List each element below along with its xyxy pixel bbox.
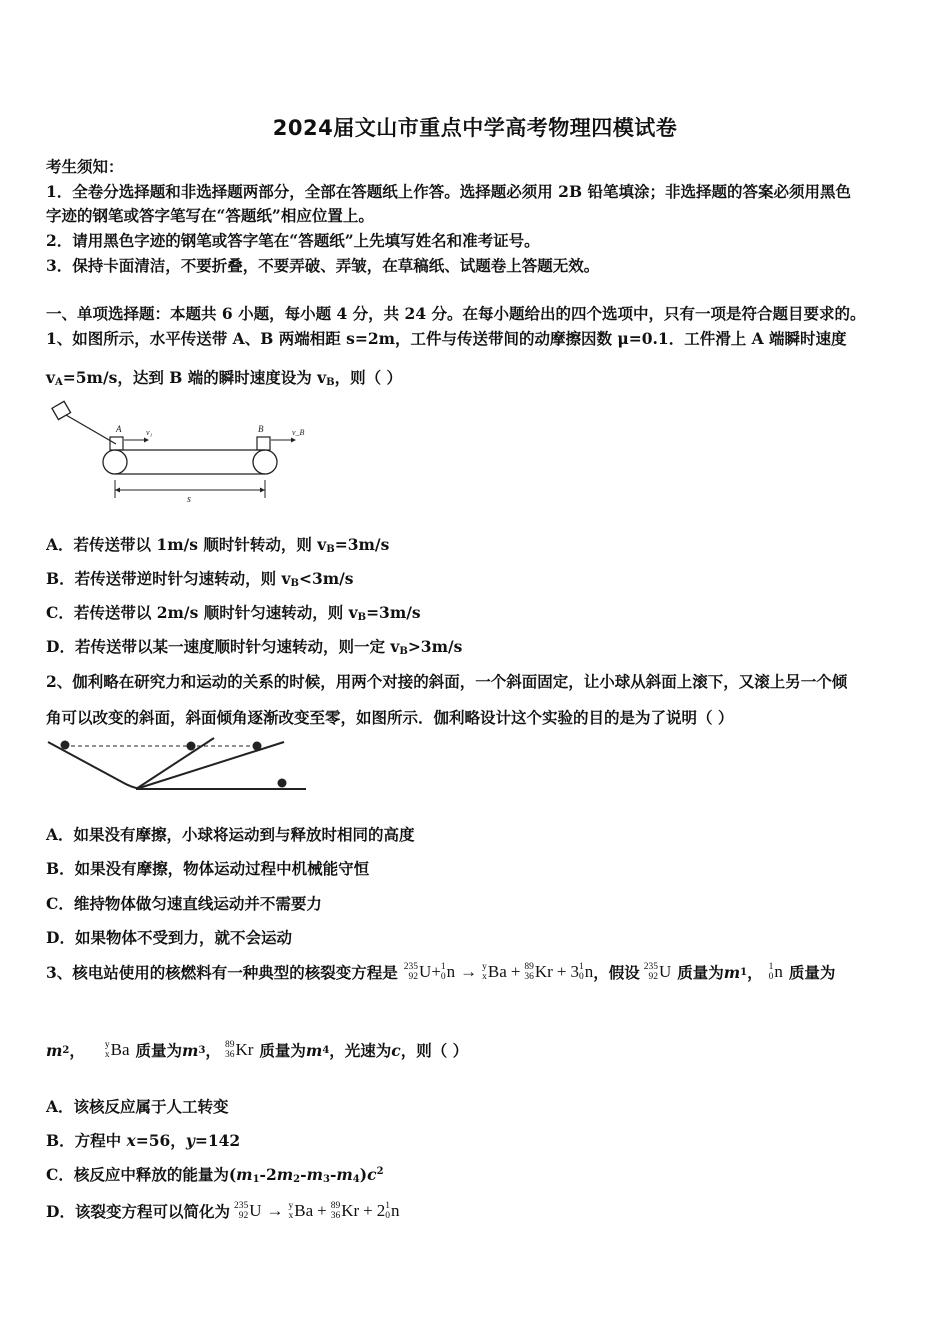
q3-option-b[interactable]: B．方程中 x=56，y=142 <box>46 1131 241 1150</box>
incoming-ramp <box>66 415 116 444</box>
incline-medium <box>136 742 284 789</box>
q2-option-c[interactable]: C．维持物体做匀速直线运动并不需要力 <box>46 894 322 913</box>
nuclide-u235-b: 235 92 U <box>643 962 672 982</box>
q3-stem-line2: m 2 ， y x Ba 质量为 m 3 ， 89 36 Kr 质量为 m 4 ，光速为 c ，则（ ） <box>46 1040 469 1060</box>
q2-option-d[interactable]: D．如果物体不受到力，就不会运动 <box>46 928 292 947</box>
q1-stem-line1: 1、如图所示，水平传送带 A、B 两端相距 s=2m，工件与传送带间的动摩擦因数 μ=0.1．工件滑上 A 端瞬时速度 <box>46 329 847 348</box>
q3-option-c[interactable]: C．核反应中释放的能量为$(m_1-2m_2-m_3-m_4)c^2$ <box>46 1165 384 1185</box>
q1-option-d[interactable]: D．若传送带以某一速度顺时针匀速转动，则一定 $v_B>3m/s$ <box>46 637 463 657</box>
notice-item-3: 3．保持卡面清洁，不要折叠，不要弄破、弄皱，在草稿纸、试题卷上答题无效。 <box>46 256 600 275</box>
q1-option-a[interactable]: A．若传送带以 1m/s 顺时针转动，则 $v_B=3m/s$ <box>46 535 390 555</box>
arrow-vb-head <box>291 438 296 443</box>
q1-conveyor-figure <box>48 398 318 510</box>
block-b <box>257 437 270 450</box>
fixed-incline <box>48 742 144 789</box>
left-pulley <box>103 450 127 474</box>
notice-item-1b: 字迹的钢笔或答字笔写在“答题纸”相应位置上。 <box>46 206 374 225</box>
right-pulley <box>253 450 277 474</box>
nuclide-neutron-3: 1 0 n <box>578 962 594 982</box>
incoming-block <box>52 401 71 419</box>
nuclide-neutron: 1 0 n <box>440 962 456 982</box>
page-title: 2024届文山市重点中学高考物理四模试卷 <box>272 116 678 140</box>
label-a: A <box>116 424 122 434</box>
q3-option-d[interactable]: D．该裂变方程可以简化为 235 92 U → y x Ba + 89 36 Kr + 2 1 0 n <box>46 1201 400 1221</box>
ball-steep <box>187 742 196 751</box>
nuclide-ba: y x Ba <box>482 962 507 982</box>
ball-flat <box>278 779 287 788</box>
q2-option-b[interactable]: B．如果没有摩擦，物体运动过程中机械能守恒 <box>46 859 370 878</box>
nuclide-kr: 89 36 Kr <box>524 962 553 982</box>
notice-heading: 考生须知： <box>46 157 124 176</box>
q1-stem-line2: $v_A=5m/s$，达到 B 端的瞬时速度设为 $v_B$，则（ ） <box>46 368 402 388</box>
section-1-heading: 一、单项选择题：本题共 6 小题，每小题 4 分，共 24 分。在每小题给出的四个选项中，只有一项是符合题目要求的。 <box>46 304 866 323</box>
ball-medium <box>253 742 262 751</box>
nuclide-kr-b: 89 36 Kr <box>224 1040 254 1060</box>
q2-option-a[interactable]: A．如果没有摩擦，小球将运动到与释放时相同的高度 <box>46 825 415 844</box>
q3-option-a[interactable]: A．该核反应属于人工转变 <box>46 1097 229 1116</box>
label-b: B <box>258 424 264 434</box>
label-va: v₁ <box>146 428 153 437</box>
nuclide-u235: 235 92 U <box>403 962 432 982</box>
notice-item-2: 2．请用黑色字迹的钢笔或答字笔在“答题纸”上先填写姓名和准考证号。 <box>46 231 540 250</box>
block-a <box>110 437 123 450</box>
label-s: s <box>187 494 191 505</box>
label-vb: v_B <box>292 428 305 437</box>
nuclide-neutron-b: 1 0 n <box>768 962 783 982</box>
notice-item-1a: 1．全卷分选择题和非选择题两部分，全部在答题纸上作答。选择题必须用 2B 铅笔填涂；非选择题的答案必须用黑色 <box>46 182 851 201</box>
arrow-va-head <box>144 438 149 443</box>
distance-arrow-right <box>260 488 265 493</box>
nuclide-ba-b: y x Ba <box>104 1040 130 1060</box>
q2-incline-figure <box>44 734 314 796</box>
q1-option-b[interactable]: B．若传送带逆时针匀速转动，则 $v_B<3m/s$ <box>46 569 354 589</box>
q1-option-c[interactable]: C．若传送带以 2m/s 顺时针匀速转动，则 $v_B=3m/s$ <box>46 603 421 623</box>
distance-arrow-left <box>115 488 120 493</box>
q2-stem-line2: 角可以改变的斜面，斜面倾角逐渐改变至零，如图所示．伽利略设计这个实验的目的是为了说明（ ） <box>46 708 734 727</box>
incline-steep <box>136 738 214 789</box>
ball-start <box>61 741 70 750</box>
q3-stem-line1: 3、核电站使用的核燃料有一种典型的核裂变方程是 235 92 U + 1 0 n → y x Ba + 89 36 Kr + 3 1 0 n ，假设 235 92 U 质量为 m 1 ， 1 0 n 质量为 <box>46 962 836 982</box>
q2-stem-line1: 2、伽利略在研究力和运动的关系的时候，用两个对接的斜面，一个斜面固定，让小球从斜面上滚下，又滚上另一个倾 <box>46 672 848 691</box>
